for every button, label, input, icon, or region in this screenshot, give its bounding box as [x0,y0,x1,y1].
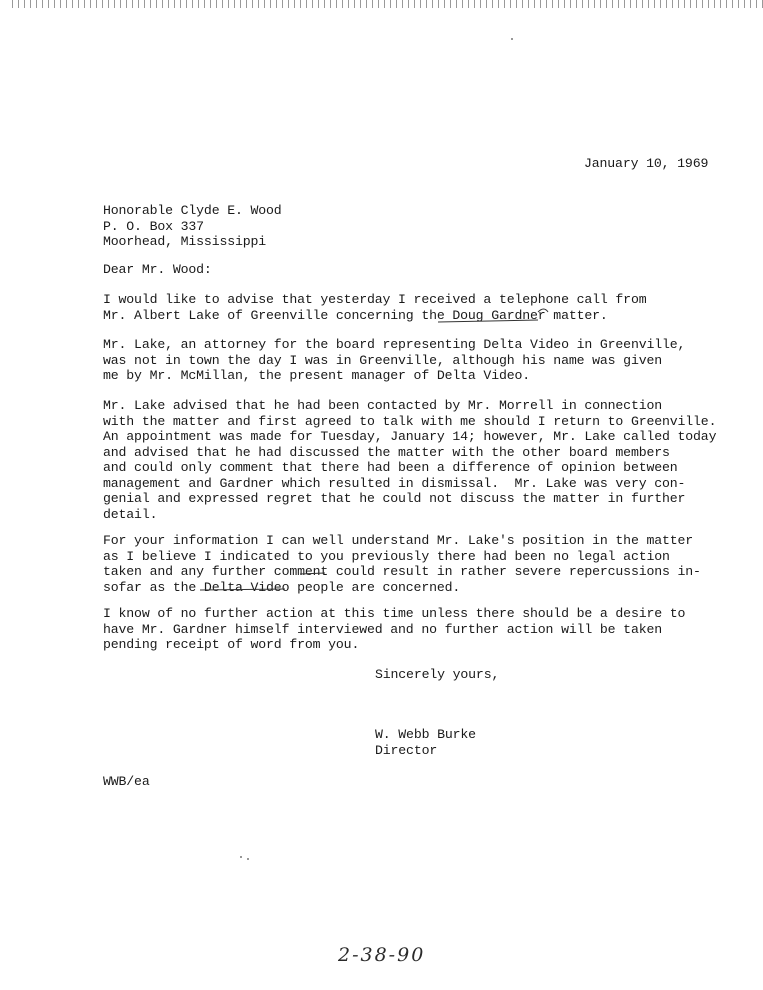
address-line: P. O. Box 337 [103,218,204,234]
text-line: Mr. Albert Lake of Greenville concerning the Doug Gardner matter. [103,307,608,323]
text-line: me by Mr. McMillan, the present manager of Delta Video. [103,368,531,383]
signer-title: Director [375,742,438,758]
text-line: detail. [103,506,158,522]
scan-speck [240,856,242,858]
handwritten-note: 2-38-90 [338,944,426,966]
text-line: An appointment was made for Tuesday, January 14; however, Mr. Lake called today [103,429,717,444]
signer-name: W. Webb Burke [375,727,476,742]
paragraph-5 [103,606,685,653]
complimentary-close: Sincerely yours, [375,667,500,682]
text-line: as I believe I indicated to you previously there had been no legal action [103,548,670,564]
paragraph-4 [103,533,701,595]
text-line: and advised that he had discussed the matter with the other board members [103,444,670,460]
reference-initials: WWB/ea [103,774,150,789]
signature-block [375,727,476,758]
address-line: Honorable Clyde E. Wood [103,203,282,218]
text-line: I know of no further action at this time unless there should be a desire to [103,606,686,621]
text-line: have Mr. Gardner himself interviewed and no further action will be taken [103,621,662,637]
letter-date: January 10, 1969 [584,156,709,171]
text-line: and could only comment that there had been a difference of opinion between [103,460,678,475]
scan-speck [511,38,513,40]
scan-speck [247,858,249,860]
text-line: pending receipt of word from you. [103,637,360,652]
page-top-edge [12,0,763,8]
text-line: sofar as the Delta Video people are concerned. [103,579,461,595]
paragraph-2 [103,337,685,384]
text-line: I would like to advise that yesterday I received a telephone call from [103,292,647,307]
paragraph-1 [103,292,646,323]
salutation: Dear Mr. Wood: [103,262,212,277]
text-line: taken and any further comment could result in rather severe repercussions in- [103,564,701,579]
text-line: management and Gardner which resulted in dismissal. Mr. Lake was very con- [103,475,686,491]
paragraph-3 [103,398,716,522]
recipient-address [103,203,282,250]
text-line: Mr. Lake, an attorney for the board representing Delta Video in Greenville, [103,337,686,352]
address-line: Moorhead, Mississippi [103,234,267,249]
text-line: was not in town the day I was in Greenville, although his name was given [103,352,662,368]
text-line: genial and expressed regret that he could not discuss the matter in further [103,491,686,506]
text-line: with the matter and first agreed to talk with me should I return to Greenville. [103,413,717,429]
text-line: Mr. Lake advised that he had been contacted by Mr. Morrell in connection [103,398,662,413]
text-line: For your information I can well understand Mr. Lake's position in the matter [103,533,694,548]
